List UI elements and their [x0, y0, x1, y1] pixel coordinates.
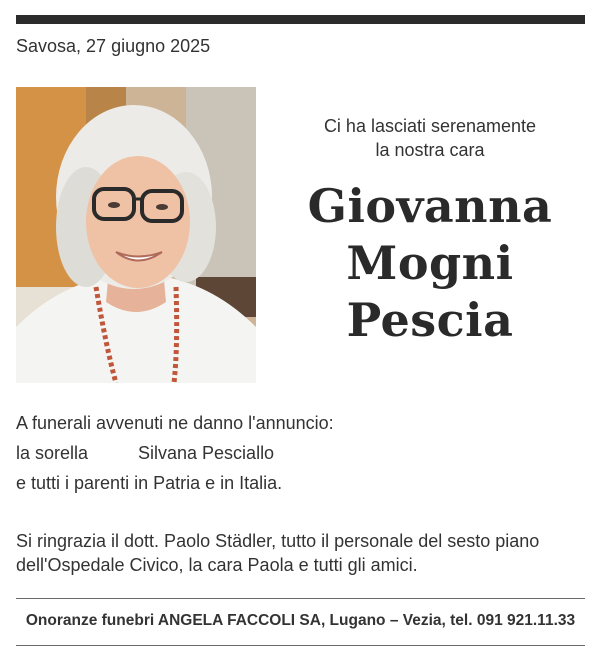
thanks-line-1: Si ringrazia il dott. Paolo Städler, tutto il personale del sesto piano: [16, 531, 540, 551]
name-line-3: Pescia: [346, 293, 514, 347]
deceased-name: [290, 178, 570, 349]
relative-row: [16, 438, 576, 468]
name-line-2: Mogni: [346, 236, 514, 290]
portrait-photo: [16, 87, 256, 383]
thanks-block: [16, 529, 576, 577]
footer-top-rule: [16, 598, 585, 599]
funeral-home-footer: Onoranze funebri ANGELA FACCOLI SA, Lugano – Vezia, tel. 091 921.11.33: [25, 612, 576, 629]
intro-line-2: la nostra cara: [375, 140, 485, 160]
dateline: Savosa, 27 giugno 2025: [16, 36, 211, 56]
relative-relation: la sorella: [16, 443, 89, 463]
relative-name: Silvana Pesciallo: [138, 443, 275, 463]
announcement-line: A funerali avvenuti ne danno l'annuncio:: [16, 413, 334, 433]
intro-line-1: Ci ha lasciati serenamente: [323, 116, 537, 136]
top-rule: [16, 15, 585, 24]
intro-text: [300, 114, 560, 162]
thanks-line-2: dell'Ospedale Civico, la cara Paola e tutti gli amici.: [16, 555, 418, 575]
footer-bottom-rule: [16, 645, 585, 646]
others-line: e tutti i parenti in Patria e in Italia.: [16, 473, 283, 493]
announcement-block: [16, 408, 576, 498]
name-line-1: Giovanna: [307, 179, 553, 233]
